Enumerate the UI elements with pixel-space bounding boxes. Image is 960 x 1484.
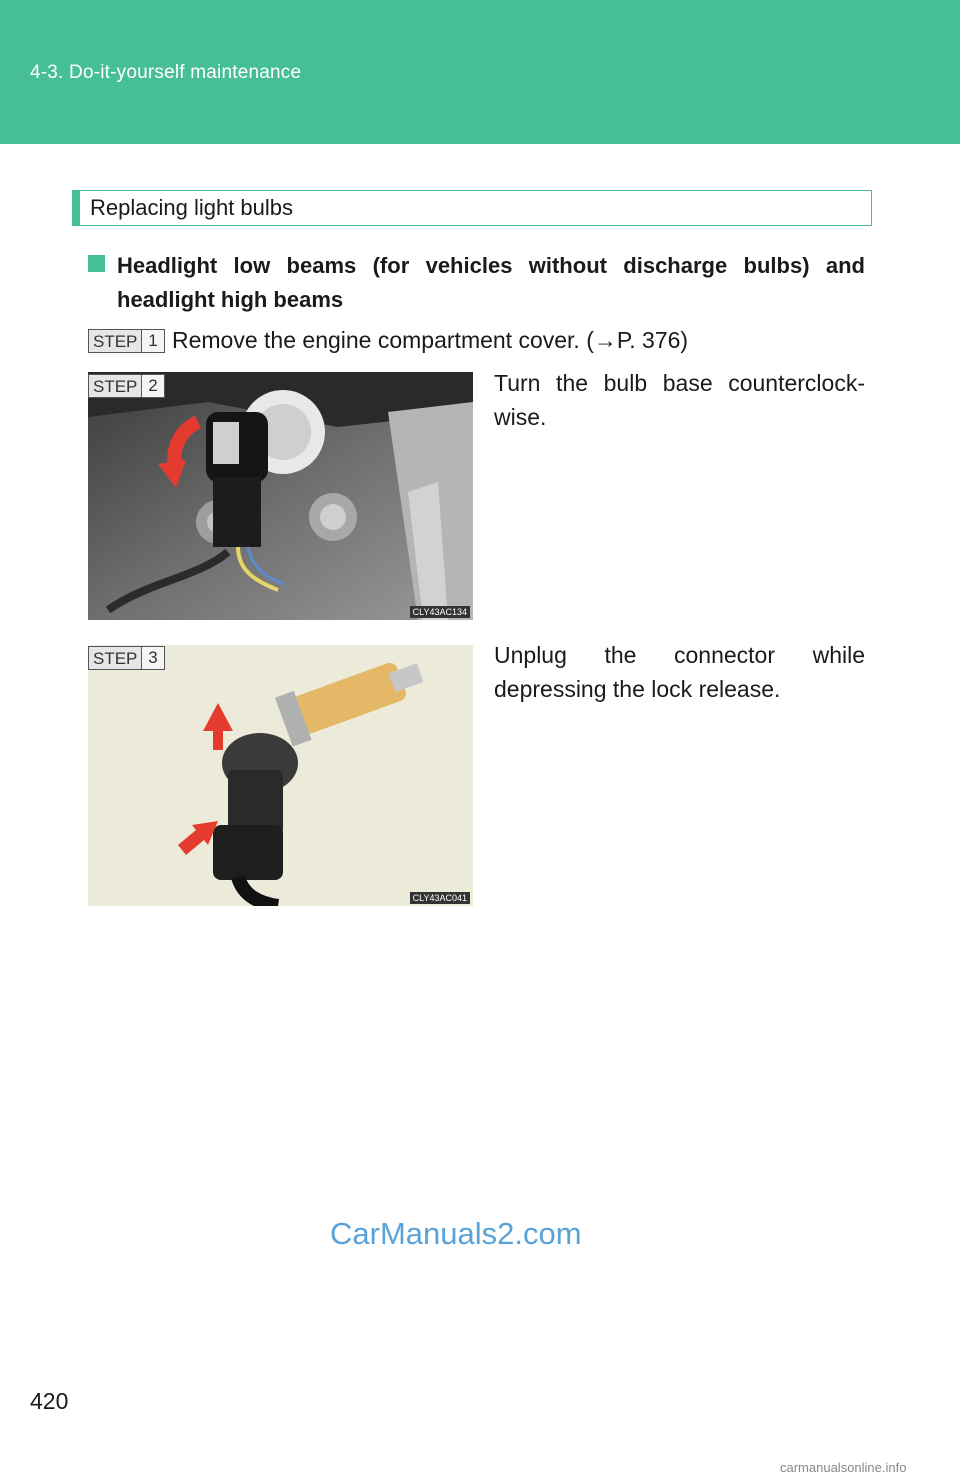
bulb-base-illustration (88, 372, 473, 620)
step-label: STEP (93, 377, 138, 396)
step-number: 1 (141, 330, 164, 352)
square-bullet-icon (88, 255, 105, 272)
step-number: 2 (141, 375, 164, 397)
step-number: 3 (141, 647, 164, 669)
section-title-bar (72, 190, 872, 226)
step-1-text: Remove the engine compartment cover. (→P. 376) (172, 327, 689, 353)
page-header (0, 0, 960, 144)
chapter-title: 4-3. Do-it-yourself maintenance (30, 62, 302, 83)
step-2-text: Turn the bulb base counterclock-wise. (494, 370, 865, 430)
connector-photo (88, 645, 473, 906)
image-code: CLY43AC134 (410, 606, 470, 618)
step-label: STEP (93, 649, 138, 668)
step-1-badge (88, 329, 165, 353)
footer-watermark: carmanualsonline.info (780, 1460, 907, 1475)
connector-illustration (88, 645, 473, 906)
page-number: 420 (30, 1388, 69, 1414)
step-2-badge (88, 374, 165, 398)
step-3-text: Unplug the connector while depressing the lock release. (494, 642, 865, 702)
step-3-badge (88, 646, 165, 670)
image-code: CLY43AC041 (410, 892, 470, 904)
watermark: CarManuals2.com (330, 1216, 582, 1251)
bulb-base-photo (88, 372, 473, 620)
subsection-heading: Headlight low beams (for vehicles without discharge bulbs) and headlight high beams (117, 253, 865, 312)
section-title: Replacing light bulbs (90, 195, 294, 220)
step-label: STEP (93, 332, 138, 351)
